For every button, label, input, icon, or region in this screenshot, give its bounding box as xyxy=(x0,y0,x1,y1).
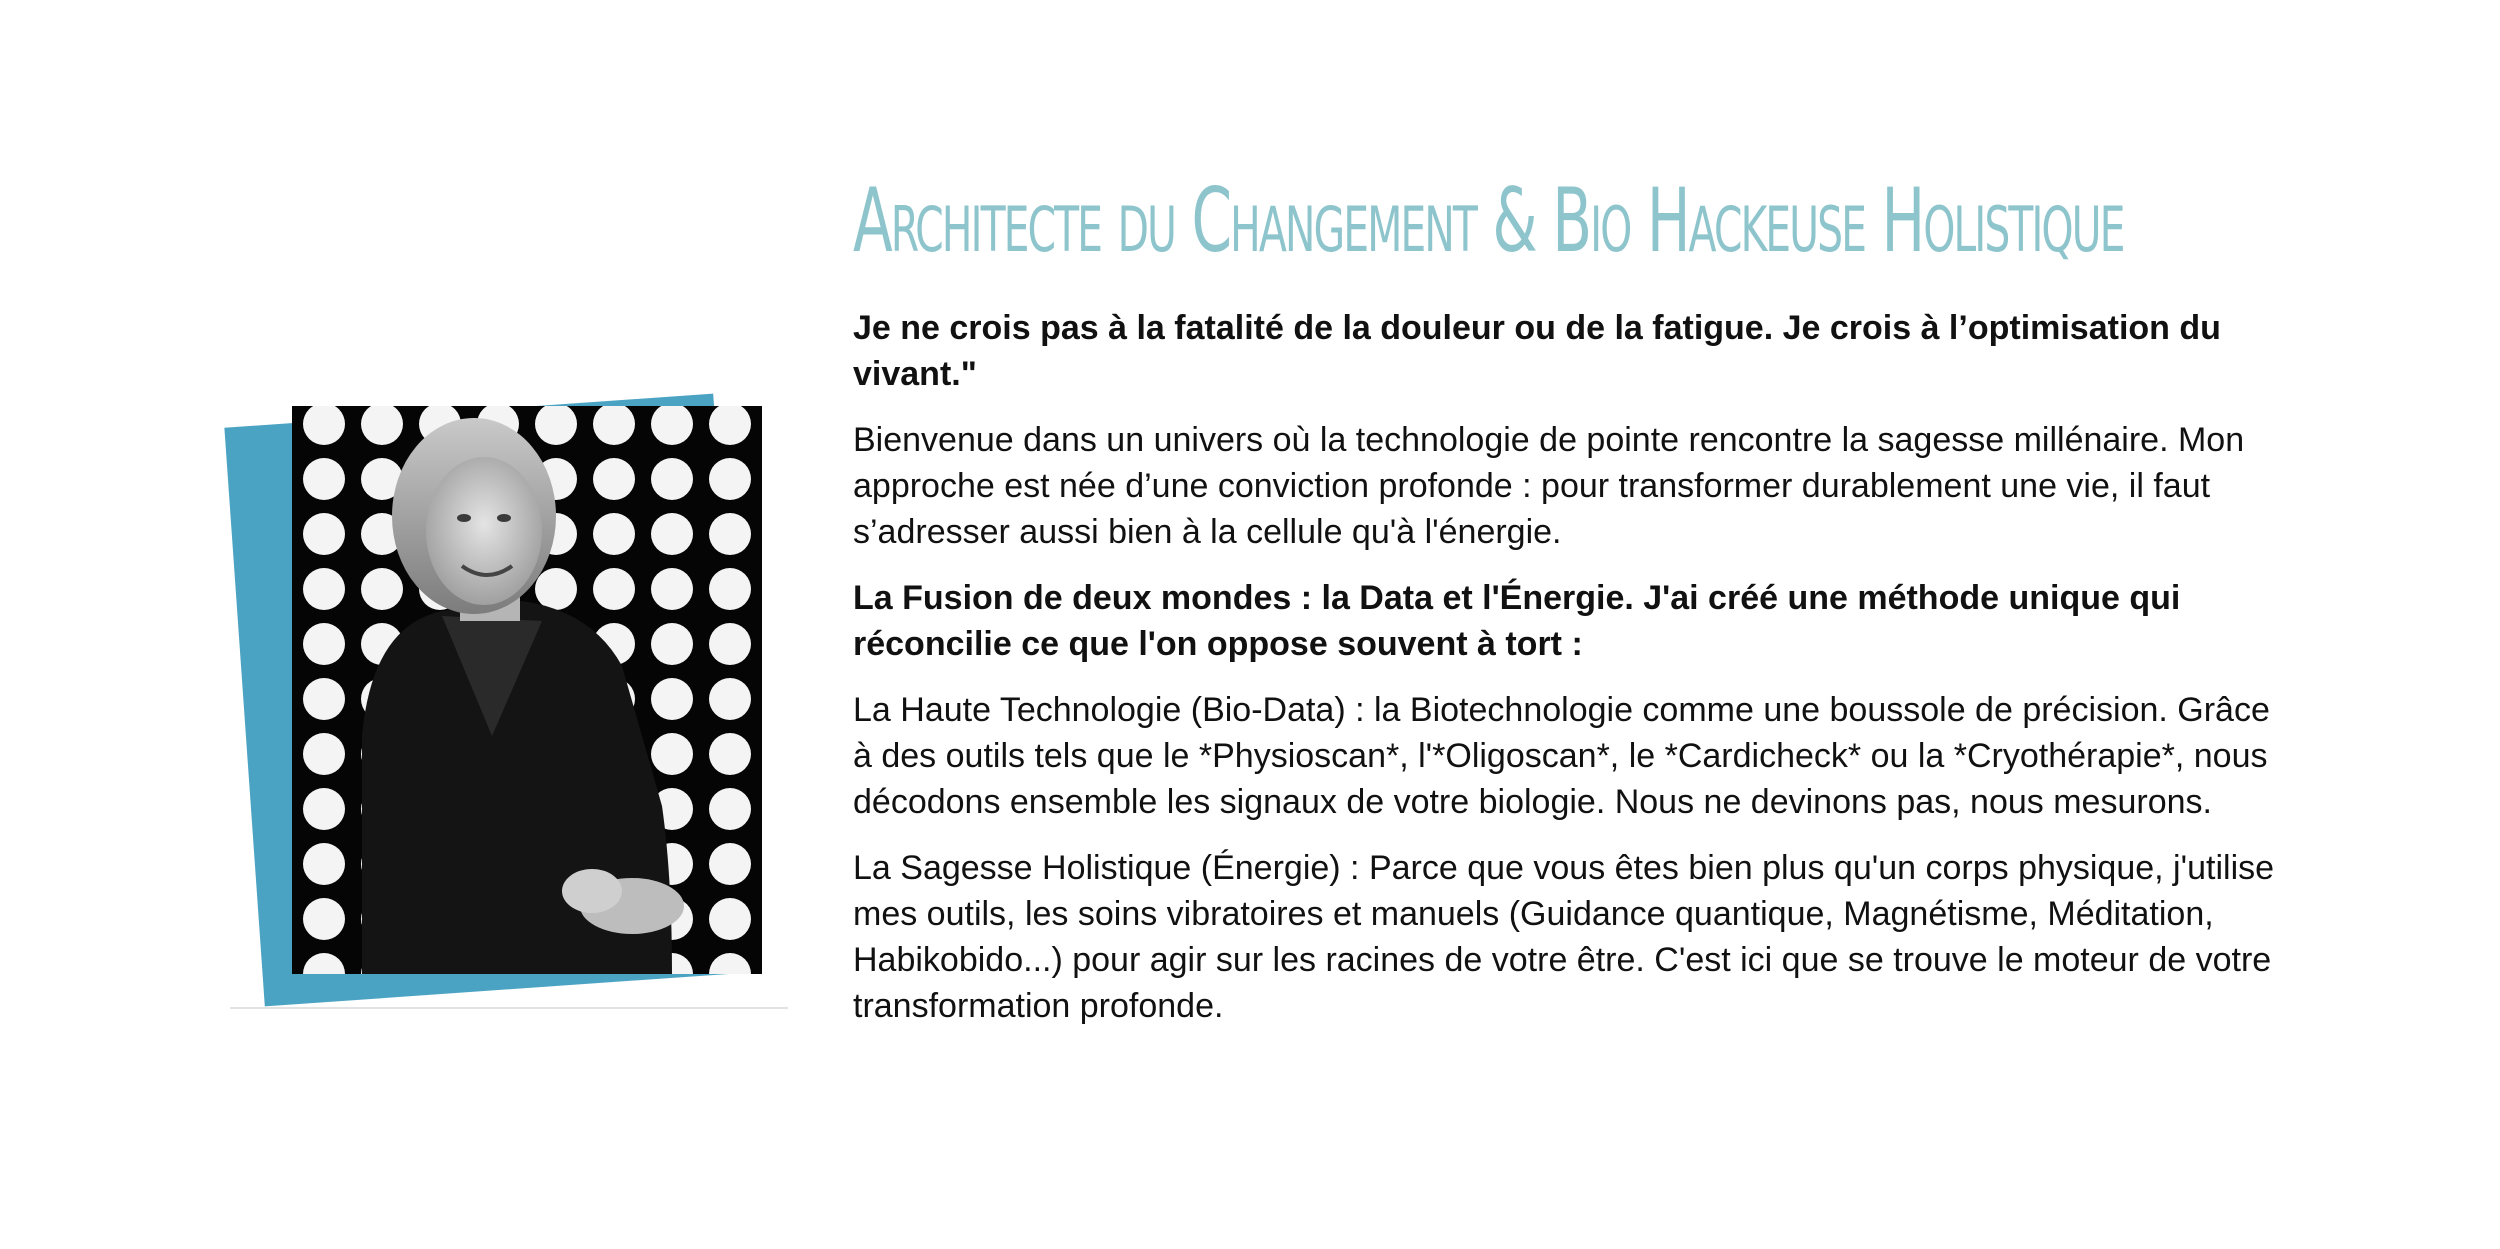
background-dot xyxy=(593,568,635,610)
background-dot xyxy=(651,678,693,720)
fusion-paragraph: La Fusion de deux mondes : la Data et l'Énergie. J'ai créé une méthode unique qui réconcilie ce que l'on oppose souvent à tort : xyxy=(853,579,2181,664)
background-dot xyxy=(709,623,751,665)
background-dot xyxy=(303,513,345,555)
welcome-paragraph: Bienvenue dans un univers où la technologie de pointe rencontre la sagesse millénaire. Mon approche est née d’une conviction profonde : pour transformer durablement une vie, il faut s’adresser aussi bien à la cellule qu'à l'énergie. xyxy=(853,421,2245,552)
background-dot xyxy=(303,898,345,940)
background-dot xyxy=(651,733,693,775)
quote-paragraph: Je ne crois pas à la fatalité de la douleur ou de la fatigue. Je crois à l’optimisation du vivant." xyxy=(853,309,2221,394)
background-dot xyxy=(535,568,577,610)
background-dot xyxy=(593,458,635,500)
background-dot xyxy=(303,623,345,665)
background-dot xyxy=(651,623,693,665)
portrait-block xyxy=(230,370,790,1010)
background-dot xyxy=(709,733,751,775)
tech-paragraph: La Haute Technologie (Bio-Data) : la Biotechnologie comme une boussole de précision. Grâce à des outils tels que le *Physioscan*, l'*Oligoscan*, le *Cardicheck* ou la *Cryothérapie*, nous décodons ensemble les signaux de votre biologie. Nous ne devinons pas, nous mesurons. xyxy=(853,691,2270,822)
wisdom-paragraph: La Sagesse Holistique (Énergie) : Parce que vous êtes bien plus qu'un corps physique, j'utilise mes outils, les soins vibratoires et manuels (Guidance quantique, Magnétisme, Méditation, Habikobido...) pour agir sur les racines de votre être. C'est ici que se trouve le moteur de votre transformation profonde. xyxy=(853,849,2275,1026)
page-title: Architecte du Changement & Bio Hackeuse Holistique xyxy=(853,169,2124,272)
background-dot xyxy=(651,568,693,610)
background-dot xyxy=(303,788,345,830)
background-dot xyxy=(303,678,345,720)
background-dot xyxy=(709,568,751,610)
portrait-divider xyxy=(230,1007,788,1009)
background-dot xyxy=(709,513,751,555)
background-dot xyxy=(361,568,403,610)
background-dot xyxy=(593,513,635,555)
background-dot xyxy=(303,458,345,500)
background-dot xyxy=(651,513,693,555)
background-dot xyxy=(709,843,751,885)
background-dot xyxy=(709,788,751,830)
background-dot xyxy=(709,458,751,500)
background-dot xyxy=(303,843,345,885)
background-dot xyxy=(709,678,751,720)
background-dot xyxy=(303,568,345,610)
about-content xyxy=(853,169,2293,1049)
background-dot xyxy=(709,898,751,940)
background-dot xyxy=(303,733,345,775)
portrait-photo xyxy=(292,406,762,974)
background-dot xyxy=(651,458,693,500)
